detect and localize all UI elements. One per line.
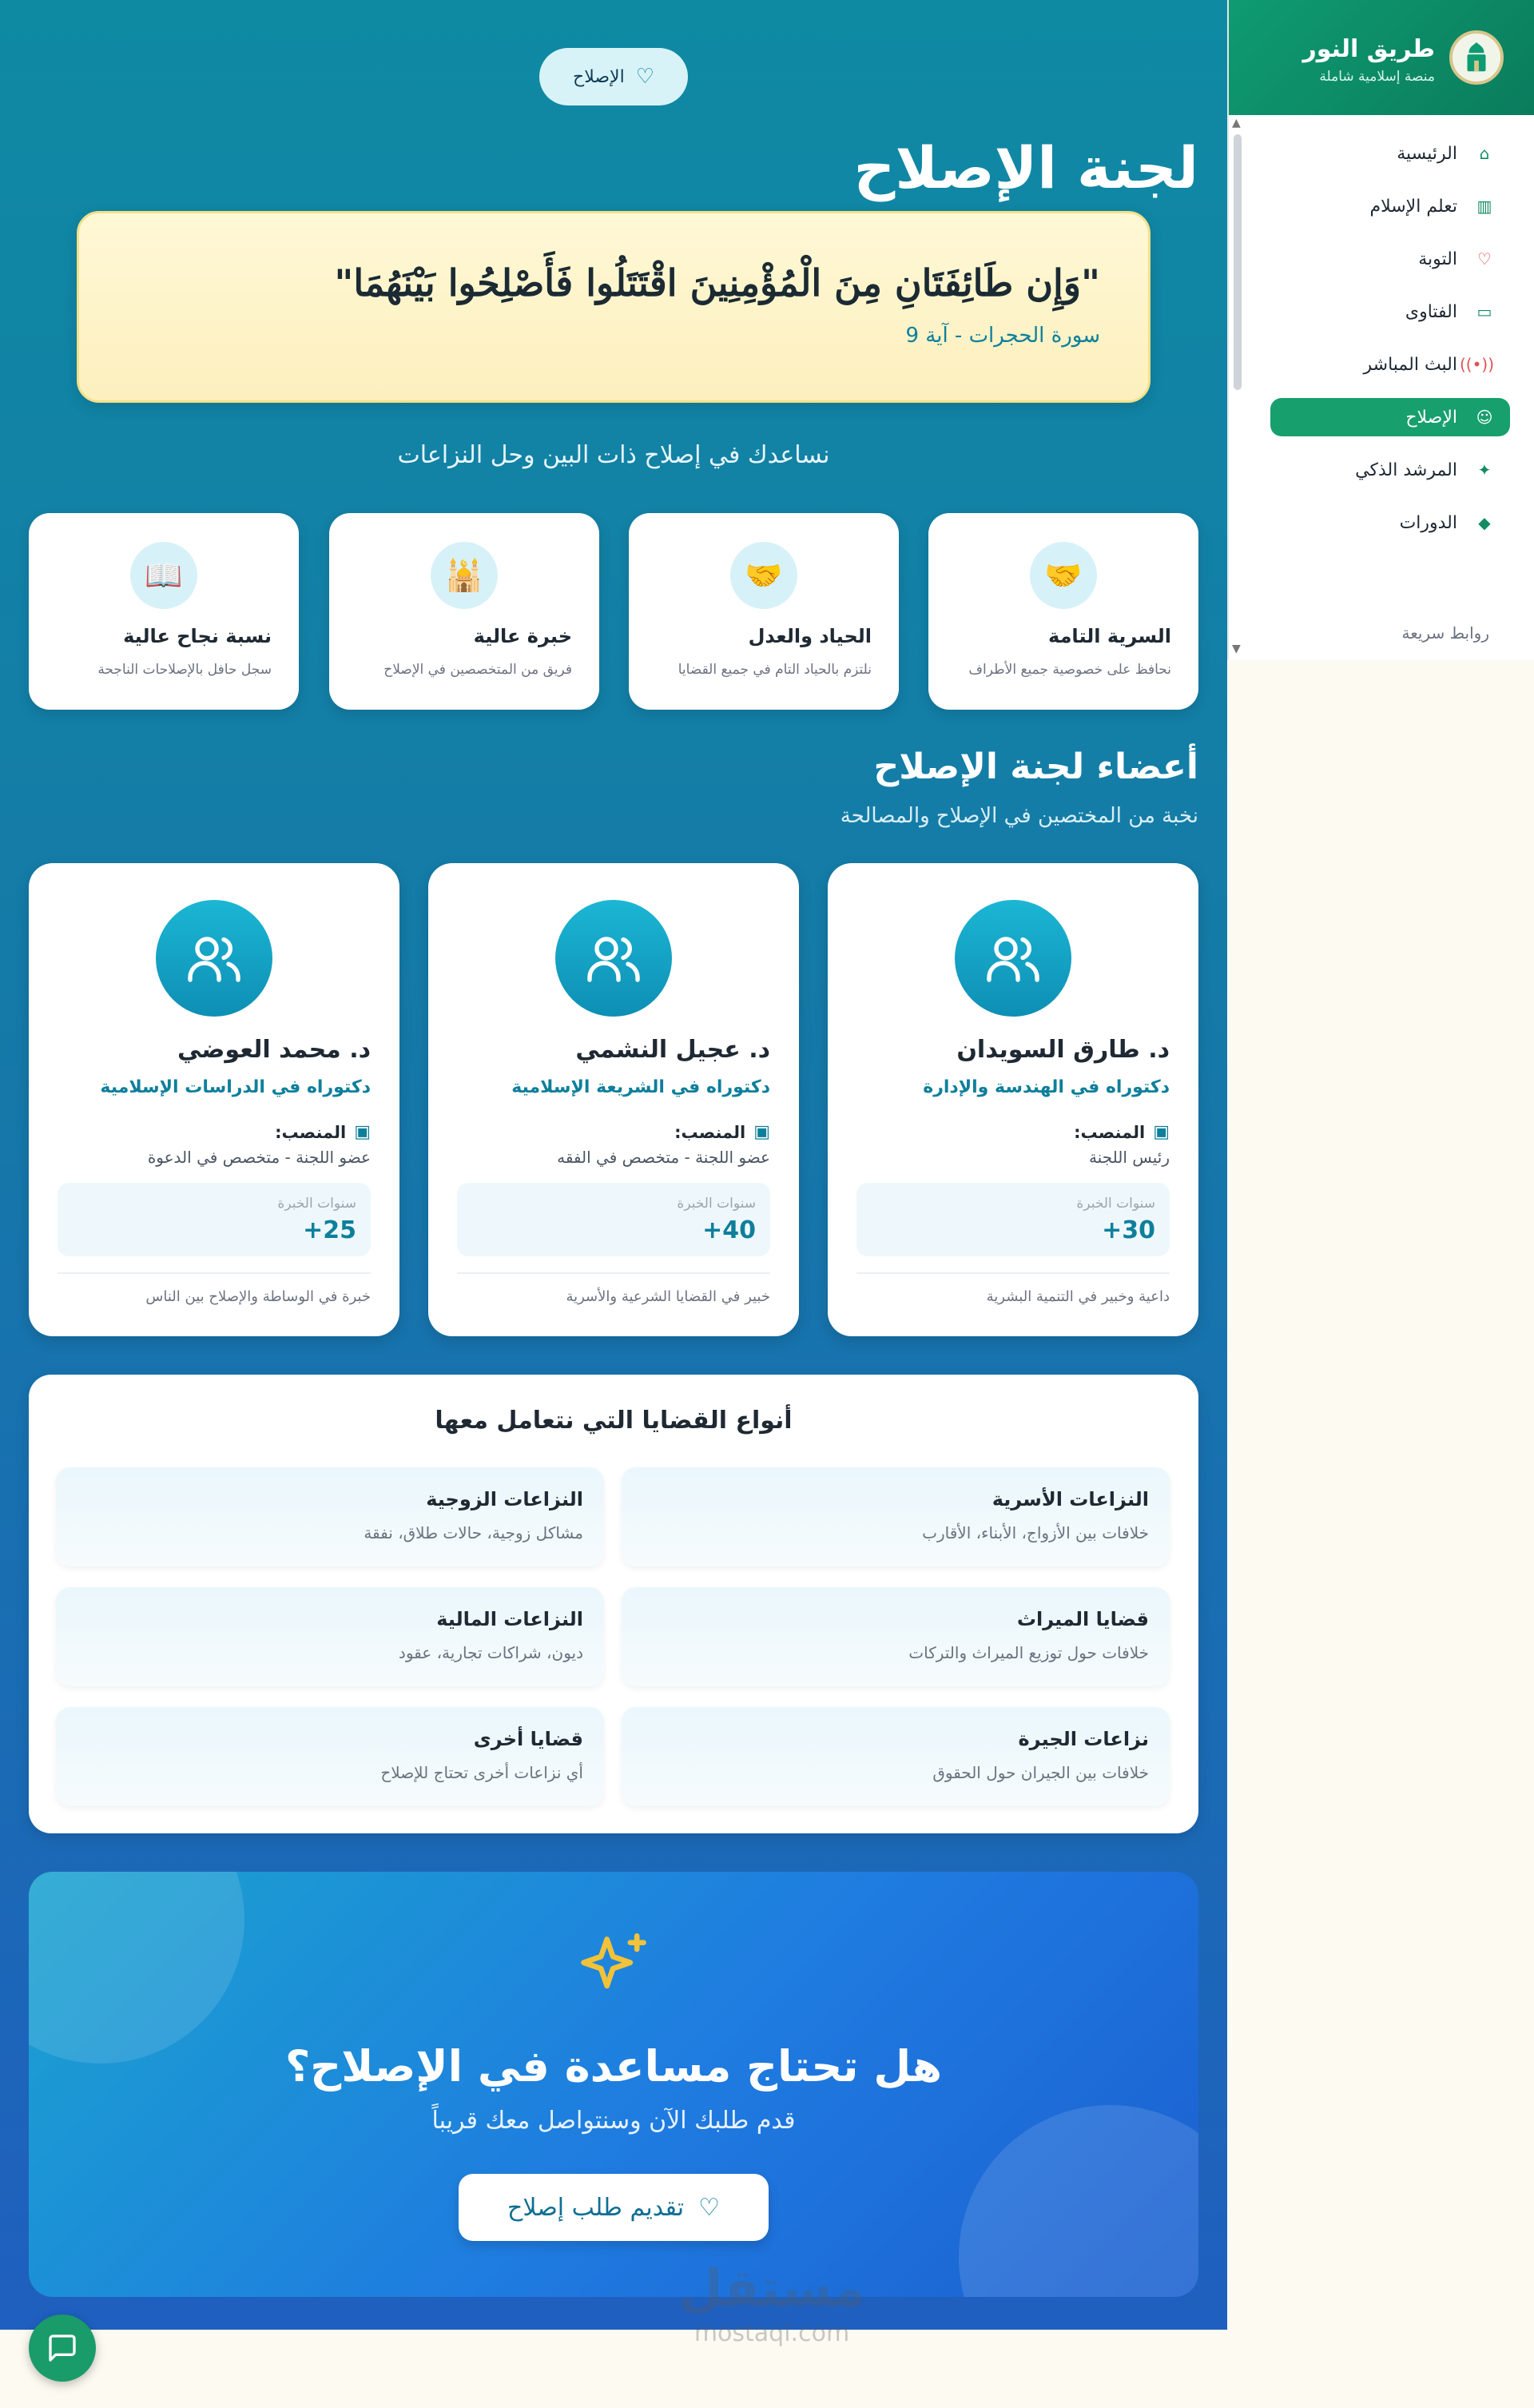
member-position-row <box>674 1122 770 1142</box>
home-icon: ⌂ <box>1479 144 1490 163</box>
issue-card[interactable] <box>56 1467 604 1566</box>
member-degree: دكتوراه في الهندسة والإدارة <box>923 1077 1170 1097</box>
decorative-circle <box>29 1872 244 2064</box>
member-degree: دكتوراه في الدراسات الإسلامية <box>100 1077 371 1097</box>
mosque-logo-icon[interactable] <box>1449 30 1504 85</box>
member-note: خبرة في الوساطة والإصلاح بين الناس <box>145 1288 371 1305</box>
issue-types-panel <box>29 1375 1198 1833</box>
experience-label: سنوات الخبرة <box>1076 1196 1155 1212</box>
users-icon <box>555 900 672 1017</box>
quick-links-heading: روابط سريعة <box>1401 623 1489 643</box>
heart-icon: ♡ <box>1477 249 1492 269</box>
scroll-up-arrow-icon[interactable]: ▲ <box>1232 117 1241 129</box>
member-note: خبير في القضايا الشرعية والأسرية <box>566 1288 770 1305</box>
verse-source: سورة الحجرات - آية 9 <box>905 324 1100 348</box>
member-position: عضو اللجنة - متخصص في الفقه <box>557 1148 770 1167</box>
tagline: نساعدك في إصلاح ذات البين وحل النزاعات <box>397 441 830 469</box>
issue-desc: أي نزاعات أخرى تحتاج للإصلاح <box>380 1763 583 1782</box>
graduation-cap-icon: ◆ <box>1478 513 1491 532</box>
submit-request-label: تقديم طلب إصلاح <box>507 2193 685 2222</box>
sidebar-item-learn-islam[interactable] <box>1270 187 1510 225</box>
sidebar-item-fatwas[interactable] <box>1270 293 1510 331</box>
broadcast-icon: ((•)) <box>1459 355 1494 374</box>
site-tagline: منصة إسلامية شاملة <box>1319 69 1435 85</box>
sidebar-item-repentance[interactable] <box>1270 240 1510 278</box>
verse-text: "وَإِن طَائِفَتَانِ مِنَ الْمُؤْمِنِينَ اقْتَتَلُوا فَأَصْلِحُوا بَيْنَهُمَا" <box>334 261 1100 304</box>
member-experience <box>856 1183 1170 1256</box>
member-note: داعية وخبير في التنمية البشرية <box>986 1288 1170 1305</box>
issue-desc: خلافات بين الجيران حول الحقوق <box>932 1763 1149 1782</box>
sidebar-nav <box>1270 134 1510 556</box>
page-title: لجنة الإصلاح <box>853 134 1198 201</box>
issue-card[interactable] <box>622 1707 1170 1806</box>
feature-desc: نلتزم بالحياد التام في جميع القضايا <box>678 662 872 678</box>
section-pill[interactable] <box>539 48 688 105</box>
issue-title: قضايا أخرى <box>473 1728 583 1750</box>
feature-desc: نحافظ على خصوصية جميع الأطراف <box>968 662 1171 678</box>
heart-icon: ♡ <box>635 65 654 89</box>
divider <box>856 1272 1170 1274</box>
member-card <box>428 863 799 1336</box>
sidebar-item-label: تعلم الإسلام <box>1369 196 1457 217</box>
experience-value: 40+ <box>702 1216 756 1244</box>
sparkle-icon <box>574 1929 654 2009</box>
cta-title: هل تحتاج مساعدة في الإصلاح؟ <box>284 2041 943 2092</box>
users-icon <box>156 900 272 1017</box>
member-position-label: المنصب: <box>275 1122 347 1142</box>
sidebar <box>1227 0 1534 660</box>
member-name: د. طارق السويدان <box>956 1036 1170 1064</box>
book-icon: 📖 <box>130 542 197 609</box>
issue-card[interactable] <box>56 1707 604 1806</box>
feature-card <box>629 513 899 710</box>
experience-label: سنوات الخبرة <box>677 1196 756 1212</box>
scroll-down-arrow-icon[interactable]: ▼ <box>1232 643 1241 655</box>
sidebar-item-label: التوبة <box>1418 249 1457 269</box>
issue-title: قضايا الميراث <box>1016 1608 1149 1630</box>
feature-card <box>329 513 599 710</box>
issue-card[interactable] <box>622 1467 1170 1566</box>
watermark-url: mostaql.com <box>693 2319 850 2347</box>
issue-desc: خلافات حول توزيع الميراث والتركات <box>908 1643 1149 1662</box>
issue-desc: مشاكل زوجية، حالات طلاق، نفقة <box>364 1523 583 1542</box>
handshake-icon: 🤝 <box>730 542 797 609</box>
member-experience <box>58 1183 371 1256</box>
member-position: عضو اللجنة - متخصص في الدعوة <box>147 1148 371 1167</box>
feature-card <box>928 513 1198 710</box>
watermark-logo: مستقل <box>678 2259 866 2318</box>
heart-icon: ♡ <box>698 2193 720 2222</box>
feature-title: الحياد والعدل <box>748 625 872 647</box>
submit-request-button[interactable] <box>459 2174 769 2241</box>
member-position-label: المنصب: <box>674 1122 746 1142</box>
member-card <box>828 863 1198 1336</box>
watermark <box>668 2259 876 2375</box>
issue-title: النزاعات الزوجية <box>426 1488 583 1510</box>
cta-section <box>29 1872 1198 2297</box>
member-position-label: المنصب: <box>1074 1122 1146 1142</box>
sidebar-item-label: المرشد الذكي <box>1355 460 1457 480</box>
issue-desc: خلافات بين الأزواج، الأبناء، الأقارب <box>922 1523 1149 1542</box>
feature-desc: فريق من المتخصصين في الإصلاح <box>384 662 572 678</box>
sidebar-header <box>1229 0 1534 115</box>
mosque-icon: 🕌 <box>431 542 498 609</box>
sidebar-item-reconciliation[interactable] <box>1270 398 1510 436</box>
member-experience <box>457 1183 770 1256</box>
member-position: رئيس اللجنة <box>1088 1148 1170 1167</box>
users-icon: ☺ <box>1476 408 1493 427</box>
chat-button[interactable] <box>29 2314 96 2382</box>
sidebar-item-label: الدورات <box>1399 512 1457 533</box>
section-pill-label: الإصلاح <box>573 66 625 87</box>
divider <box>58 1272 371 1274</box>
divider <box>457 1272 770 1274</box>
members-title: أعضاء لجنة الإصلاح <box>873 746 1198 787</box>
sidebar-item-smart-guide[interactable] <box>1270 451 1510 489</box>
sidebar-item-courses[interactable] <box>1270 503 1510 542</box>
feature-title: نسبة نجاح عالية <box>123 625 272 647</box>
users-icon <box>955 900 1071 1017</box>
issue-card[interactable] <box>622 1587 1170 1686</box>
issue-desc: ديون، شراكات تجارية، عقود <box>398 1643 583 1662</box>
feature-desc: سجل حافل بالإصلاحات الناجحة <box>97 662 272 678</box>
experience-value: 25+ <box>303 1216 356 1244</box>
issue-types-title: أنواع القضايا التي نتعامل معها <box>435 1407 793 1435</box>
member-position-row <box>1074 1122 1170 1142</box>
briefcase-icon: ▣ <box>1153 1122 1170 1142</box>
sidebar-item-live-stream[interactable] <box>1270 345 1510 384</box>
briefcase-icon: ▣ <box>354 1122 371 1142</box>
member-card <box>29 863 399 1336</box>
issue-title: النزاعات المالية <box>436 1608 583 1630</box>
experience-value: 30+ <box>1102 1216 1155 1244</box>
feature-title: السرية التامة <box>1048 625 1171 647</box>
feature-title: خبرة عالية <box>473 625 572 647</box>
member-name: د. عجيل النشمي <box>575 1036 770 1064</box>
chat-icon: ▭ <box>1476 302 1492 321</box>
experience-label: سنوات الخبرة <box>277 1196 356 1212</box>
issue-title: النزاعات الأسرية <box>992 1488 1149 1510</box>
member-position-row <box>275 1122 371 1142</box>
site-name: طريق النور <box>1302 35 1435 63</box>
book-icon: ▥ <box>1476 197 1492 216</box>
members-subtitle: نخبة من المختصين في الإصلاح والمصالحة <box>840 804 1198 828</box>
member-degree: دكتوراه في الشريعة الإسلامية <box>511 1077 770 1097</box>
main-inner <box>29 0 1198 2330</box>
feature-card <box>29 513 299 710</box>
verse-box <box>77 211 1150 403</box>
sparkle-icon: ✦ <box>1477 460 1492 480</box>
chat-icon <box>46 2332 78 2364</box>
handshake-icon: 🤝 <box>1030 542 1097 609</box>
member-name: د. محمد العوضي <box>177 1036 371 1064</box>
features-row <box>29 513 1198 710</box>
sidebar-item-home[interactable] <box>1270 134 1510 173</box>
issue-title: نزاعات الجيرة <box>1018 1728 1149 1750</box>
sidebar-scrollbar[interactable] <box>1234 134 1242 390</box>
sidebar-item-label: الإصلاح <box>1405 407 1457 428</box>
cta-subtitle: قدم طلبك الآن وسنتواصل معك قريباً <box>431 2107 796 2135</box>
briefcase-icon: ▣ <box>753 1122 770 1142</box>
sidebar-item-label: البث المباشر <box>1363 354 1457 375</box>
sidebar-item-label: الرئيسية <box>1397 143 1457 164</box>
sidebar-item-label: الفتاوى <box>1405 301 1457 322</box>
issue-card[interactable] <box>56 1587 604 1686</box>
